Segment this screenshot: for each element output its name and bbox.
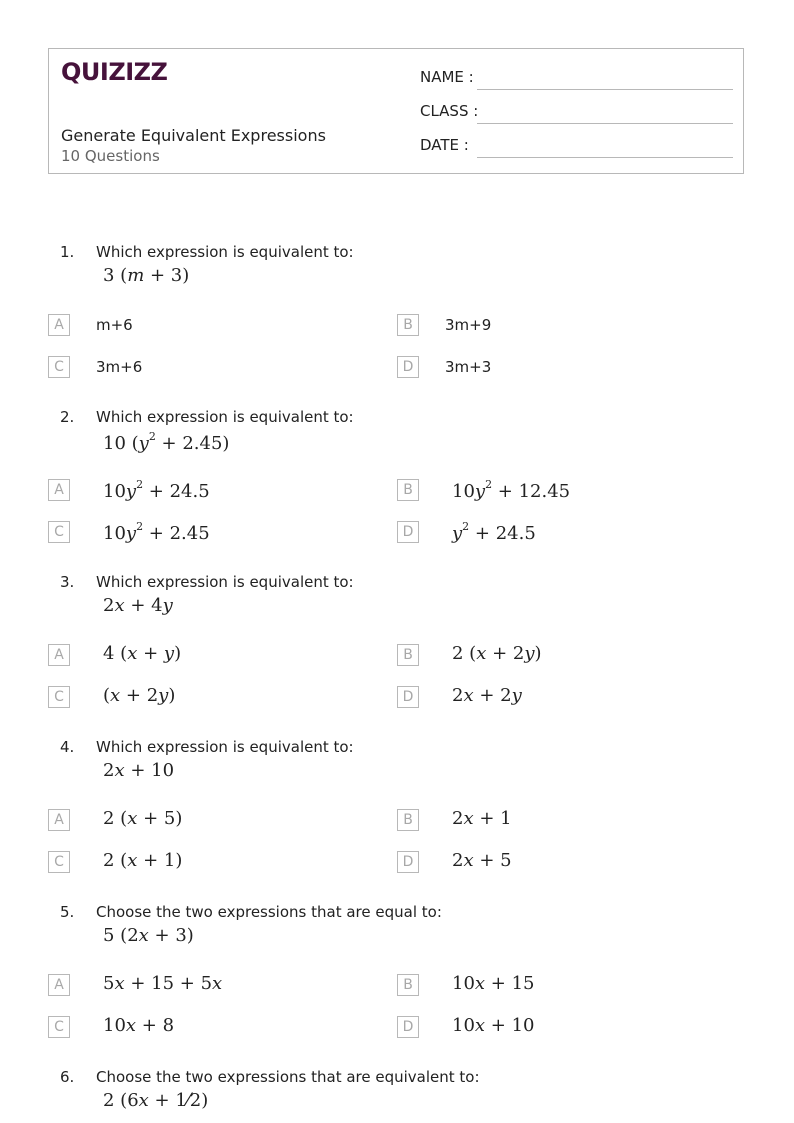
question-prompt: Choose the two expressions that are equal to: [96, 903, 442, 921]
option-letter[interactable]: D [397, 1016, 419, 1038]
option-text: 2 (x + 5) [103, 808, 183, 829]
option-text: 4 (x + y) [103, 643, 182, 664]
option-text: 2x + 1 [452, 808, 512, 829]
option-letter[interactable]: C [48, 686, 70, 708]
question-prompt: Choose the two expressions that are equivalent to: [96, 1068, 480, 1086]
worksheet-title: Generate Equivalent Expressions [61, 126, 326, 145]
question-expression: 2x + 4y [103, 595, 173, 616]
option-text: 10x + 10 [452, 1015, 535, 1036]
option-text: 5x + 15 + 5x [103, 973, 223, 994]
option-text: $10y^2 + 12.45$ [452, 478, 571, 502]
option-text: 2x + 5 [452, 850, 512, 871]
question-expression: 2x + 10 [103, 760, 175, 781]
question-number: 6. [60, 1068, 75, 1086]
question-number: 2. [60, 408, 75, 426]
question-number: 1. [60, 243, 75, 261]
question-prompt: Which expression is equivalent to: [96, 243, 354, 261]
option-letter[interactable]: A [48, 314, 70, 336]
option-text: $10y^2 + 2.45$ [103, 520, 210, 544]
date-label: DATE : [420, 136, 469, 154]
name-label: NAME : [420, 68, 474, 86]
question-number: 5. [60, 903, 75, 921]
option-text: $y^2 + 24.5$ [452, 520, 536, 544]
option-text: 3m+6 [96, 358, 143, 376]
option-letter[interactable]: C [48, 356, 70, 378]
option-letter[interactable]: A [48, 479, 70, 501]
option-text: 10x + 8 [103, 1015, 175, 1036]
name-field[interactable] [420, 68, 474, 86]
option-letter[interactable]: B [397, 809, 419, 831]
class-line[interactable] [477, 123, 733, 124]
class-field[interactable] [420, 102, 478, 120]
question-count: 10 Questions [61, 147, 160, 165]
option-letter[interactable]: D [397, 851, 419, 873]
option-letter[interactable]: A [48, 809, 70, 831]
question-number: 4. [60, 738, 75, 756]
option-text: 2 (x + 1) [103, 850, 183, 871]
option-text: 3m+3 [445, 358, 492, 376]
option-text: 3m+9 [445, 316, 492, 334]
question-expression: 2 (6x + 1⁄2) [103, 1090, 209, 1111]
quizizz-logo: QUIZIZZ [61, 58, 168, 86]
name-line[interactable] [477, 89, 733, 90]
option-letter[interactable]: A [48, 644, 70, 666]
option-letter[interactable]: B [397, 314, 419, 336]
option-text: m+6 [96, 316, 133, 334]
option-letter[interactable]: B [397, 974, 419, 996]
question-expression: 3 (m + 3) [103, 265, 190, 286]
option-text: $10y^2 + 24.5$ [103, 478, 210, 502]
option-letter[interactable]: D [397, 686, 419, 708]
option-text: 10x + 15 [452, 973, 535, 994]
question-number: 3. [60, 573, 75, 591]
date-line[interactable] [477, 157, 733, 158]
option-letter[interactable]: C [48, 521, 70, 543]
option-text: 2 (x + 2y) [452, 643, 542, 664]
question-expression: 5 (2x + 3) [103, 925, 194, 946]
question-expression: 10 $(y^2 + 2.45)$ [103, 430, 230, 454]
date-field[interactable] [420, 136, 469, 154]
option-letter[interactable]: D [397, 521, 419, 543]
question-prompt: Which expression is equivalent to: [96, 408, 354, 426]
option-letter[interactable]: A [48, 974, 70, 996]
option-letter[interactable]: B [397, 644, 419, 666]
question-prompt: Which expression is equivalent to: [96, 738, 354, 756]
option-letter[interactable]: B [397, 479, 419, 501]
question-prompt: Which expression is equivalent to: [96, 573, 354, 591]
option-text: (x + 2y) [103, 685, 176, 706]
option-letter[interactable]: D [397, 356, 419, 378]
option-text: 2x + 2y [452, 685, 522, 706]
class-label: CLASS : [420, 102, 479, 120]
option-letter[interactable]: C [48, 851, 70, 873]
option-letter[interactable]: C [48, 1016, 70, 1038]
worksheet-header [48, 48, 744, 174]
